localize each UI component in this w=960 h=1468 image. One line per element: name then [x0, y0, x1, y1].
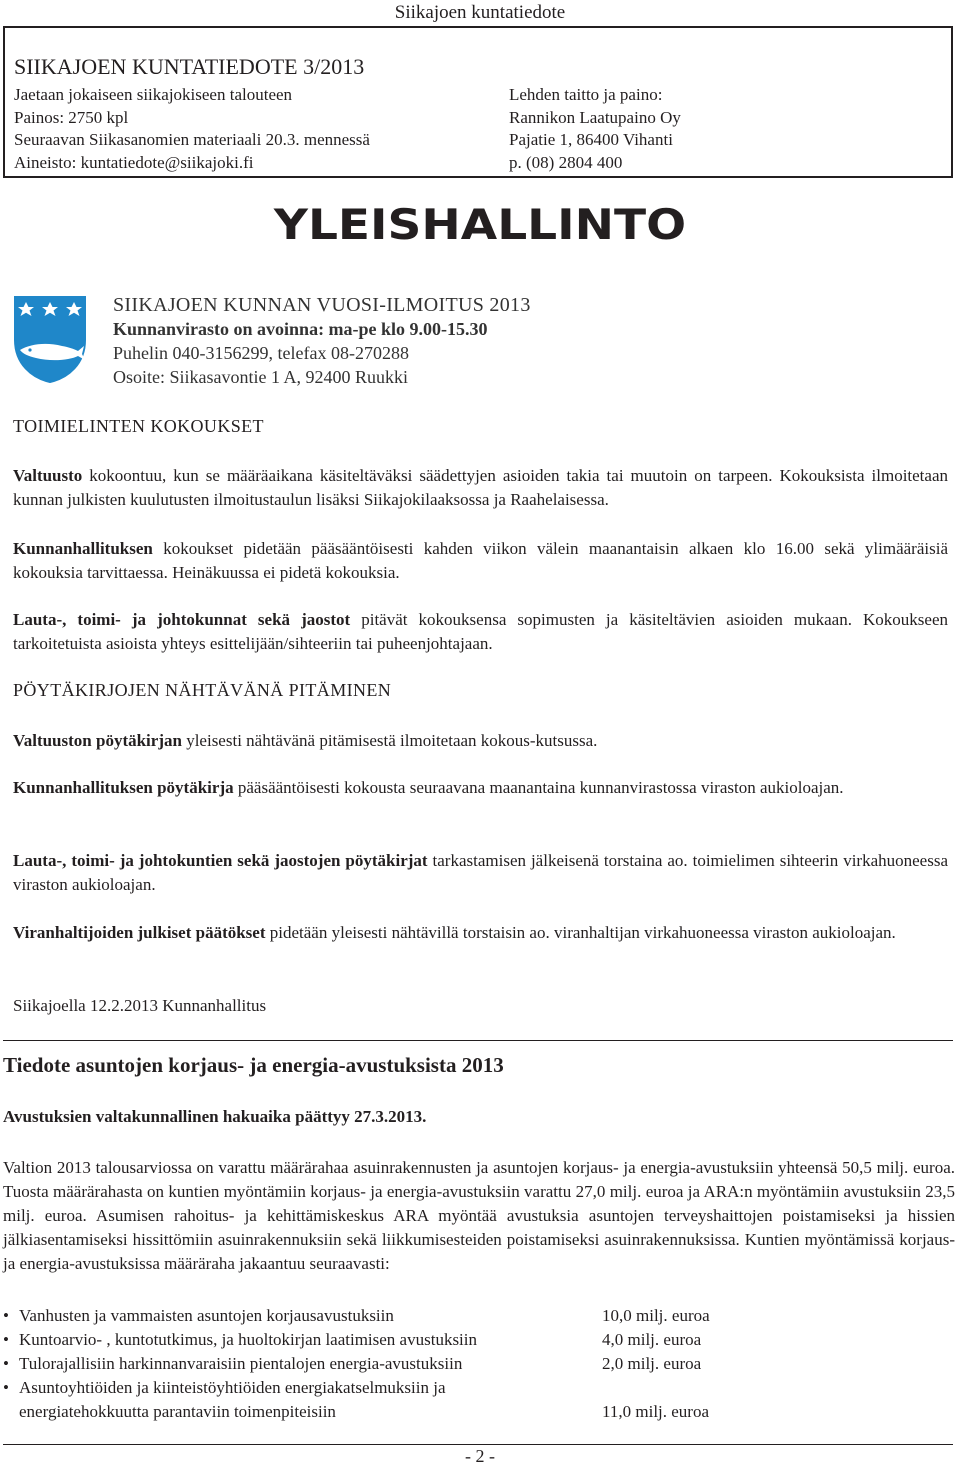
grant-allocation-list — [3, 1304, 955, 1424]
bold-lead: Kunnanhallituksen pöytäkirja — [13, 778, 234, 797]
page-number: - 2 - — [465, 1446, 495, 1466]
grant-label: Asuntoyhtiöiden ja kiinteistöyhtiöiden energiakatselmuksiin ja energiatehokkuutta parantaviin toimenpiteisiin — [19, 1378, 446, 1421]
bold-lead: Lauta-, toimi- ja johtokunnat sekä jaostot — [13, 610, 351, 629]
masthead-right-info — [509, 84, 681, 174]
masthead-line: Seuraavan Siikasanomien materiaali 20.3. mennessä — [14, 130, 370, 149]
paragraph-council-meetings — [13, 464, 948, 511]
list-item — [3, 1304, 955, 1328]
bullet: • — [3, 1330, 9, 1349]
grant-label: Vanhusten ja vammaisten asuntojen korjausavustuksiin — [19, 1306, 394, 1325]
paragraph-text: yleisesti nähtävänä pitämisestä ilmoitetaan kokous-kutsussa. — [181, 731, 598, 750]
paragraph-board-minutes — [13, 776, 948, 800]
bullet: • — [3, 1354, 9, 1373]
paragraph-text: pitävät kokouksensa sopimusten ja käsiteltävien asioiden mukaan. Kokoukseen tarkoitetuista asioista yhteys esittelijään/sihteeriin tai puheenjohtajaan. — [13, 610, 948, 653]
minutes-heading: PÖYTÄKIRJOJEN NÄHTÄVÄNÄ PITÄMINEN — [13, 680, 392, 700]
grant-amount: 4,0 milj. euroa — [602, 1330, 702, 1349]
publication-title: SIIKAJOEN KUNTATIEDOTE 3/2013 — [14, 54, 365, 79]
masthead-line: Rannikon Laatupaino Oy — [509, 107, 681, 127]
grant-amount: 11,0 milj. euroa — [602, 1402, 710, 1421]
annual-report-title: SIIKAJOEN KUNNAN VUOSI-ILMOITUS 2013 — [113, 294, 531, 316]
bold-lead: Viranhaltijoiden julkiset päätökset — [13, 923, 266, 942]
paragraph-text: pääsääntöisesti kokousta seuraavana maanantaina kunnanvirastossa viraston aukioloajan. — [233, 778, 844, 797]
office-phone: Puhelin 040-3156299, telefax 08-270288 — [113, 343, 409, 363]
grant-amount: 10,0 milj. euroa — [602, 1306, 710, 1325]
list-item — [3, 1328, 955, 1352]
signature-line: Siikajoella 12.2.2013 Kunnanhallitus — [13, 996, 267, 1015]
office-hours: Kunnanvirasto on avoinna: ma-pe klo 9.00-15.30 — [113, 319, 488, 339]
office-address: Osoite: Siikasavontie 1 A, 92400 Ruukki — [113, 367, 408, 387]
masthead-left-info — [14, 84, 370, 174]
grant-label: Tulorajallisiin harkinnanvaraisiin pientalojen energia-avustuksiin — [19, 1354, 463, 1373]
masthead-line: Jaetaan jokaiseen siikajokiseen talouteen — [14, 85, 293, 104]
masthead-box — [3, 26, 953, 178]
bullet: • — [3, 1306, 9, 1325]
masthead-line: Lehden taitto ja paino: — [509, 85, 663, 104]
bold-lead: Lauta-, toimi- ja johtokuntien sekä jaostojen pöytäkirjat — [13, 851, 428, 870]
bold-lead: Valtuuston pöytäkirjan — [13, 731, 182, 750]
article-subtitle: Avustuksien valtakunnallinen hakuaika päättyy 27.3.2013. — [3, 1107, 427, 1126]
masthead-line: Painos: 2750 kpl — [14, 107, 129, 127]
paragraph-committee-minutes — [13, 849, 948, 896]
paragraph-board-meetings — [13, 537, 948, 584]
paragraph-text: pidetään yleisesti nähtävillä torstaisin ao. viranhaltijan virkahuoneessa viraston aukioloajan. — [265, 923, 896, 942]
annual-report-block — [113, 293, 531, 389]
bold-lead: Valtuusto — [13, 466, 83, 485]
municipal-coat-of-arms-icon — [12, 294, 88, 384]
masthead-line: Pajatie 1, 86400 Vihanti — [509, 130, 673, 149]
bold-lead: Kunnanhallituksen — [13, 539, 153, 558]
paragraph-text: tarkastamisen jälkeisenä torstaina ao. toimielimen sihteerin virkahuoneessa viraston aukioloajan. — [13, 851, 948, 894]
paragraph-council-minutes — [13, 729, 948, 753]
footer-rule — [3, 1444, 953, 1445]
section-divider — [3, 1040, 953, 1041]
article-title: Tiedote asuntojen korjaus- ja energia-avustuksista 2013 — [3, 1053, 504, 1077]
masthead-line: p. (08) 2804 400 — [509, 152, 623, 172]
list-item — [3, 1376, 955, 1424]
meetings-heading: TOIMIELINTEN KOKOUKSET — [13, 416, 264, 436]
paragraph-committee-meetings — [13, 608, 948, 655]
article-body: Valtion 2013 talousarviossa on varattu määrärahaa asuinrakennusten ja asuntojen korjaus- ja energia-avustuksiin yhteensä 50,5 milj. euroa. Tuosta määrärahasta on kuntien myöntämiin korjaus- ja energia-avustuksiin varattu 27,0 milj. euroa ja ARA:n myöntämiin avustuksiin 23,5 milj. euroa. Asumisen rahoitus- ja kehittämiskeskus ARA myöntää avustuksia asuntojen terveyshaittojen poistamiseksi ja hissien jälkiasentamiseksi hissittömiin asuinrakennuksiin sekä liikkumisesteiden poistamiseksi asuinrakennuksissa. Kuntien myöntämissä korjaus- ja energia-avustuksissa määräraha jakaantuu seuraavasti: — [3, 1158, 955, 1273]
bullet: • — [3, 1378, 9, 1397]
grant-label: Kuntoarvio- , kuntotutkimus, ja huoltokirjan laatimisen avustuksiin — [19, 1330, 478, 1349]
grant-amount: 2,0 milj. euroa — [602, 1354, 702, 1373]
paragraph-text: kokoontuu, kun se määräaikana käsiteltäväksi säädettyjen asioiden takia tai muutoin on tarpeen. Kokouksista ilmoitetaan kunnan julkisten kuulutusten ilmoitustaulun lisäksi Siikajokilaaksossa ja Raahelaisessa. — [13, 466, 948, 509]
running-head: Siikajoen kuntatiedote — [394, 2, 566, 23]
paragraph-text: kokoukset pidetään pääsääntöisesti kahden viikon välein maanantaisin alkaen klo 16.00 sekä ylimääräisiä kokouksia tarvittaessa. Heinäkuussa ei pidetä kokouksia. — [13, 539, 948, 582]
masthead-line: Aineisto: kuntatiedote@siikajoki.fi — [14, 152, 254, 172]
list-item — [3, 1352, 955, 1376]
paragraph-official-decisions — [13, 921, 948, 945]
section-heading: YLEISHALLINTO — [273, 200, 687, 249]
